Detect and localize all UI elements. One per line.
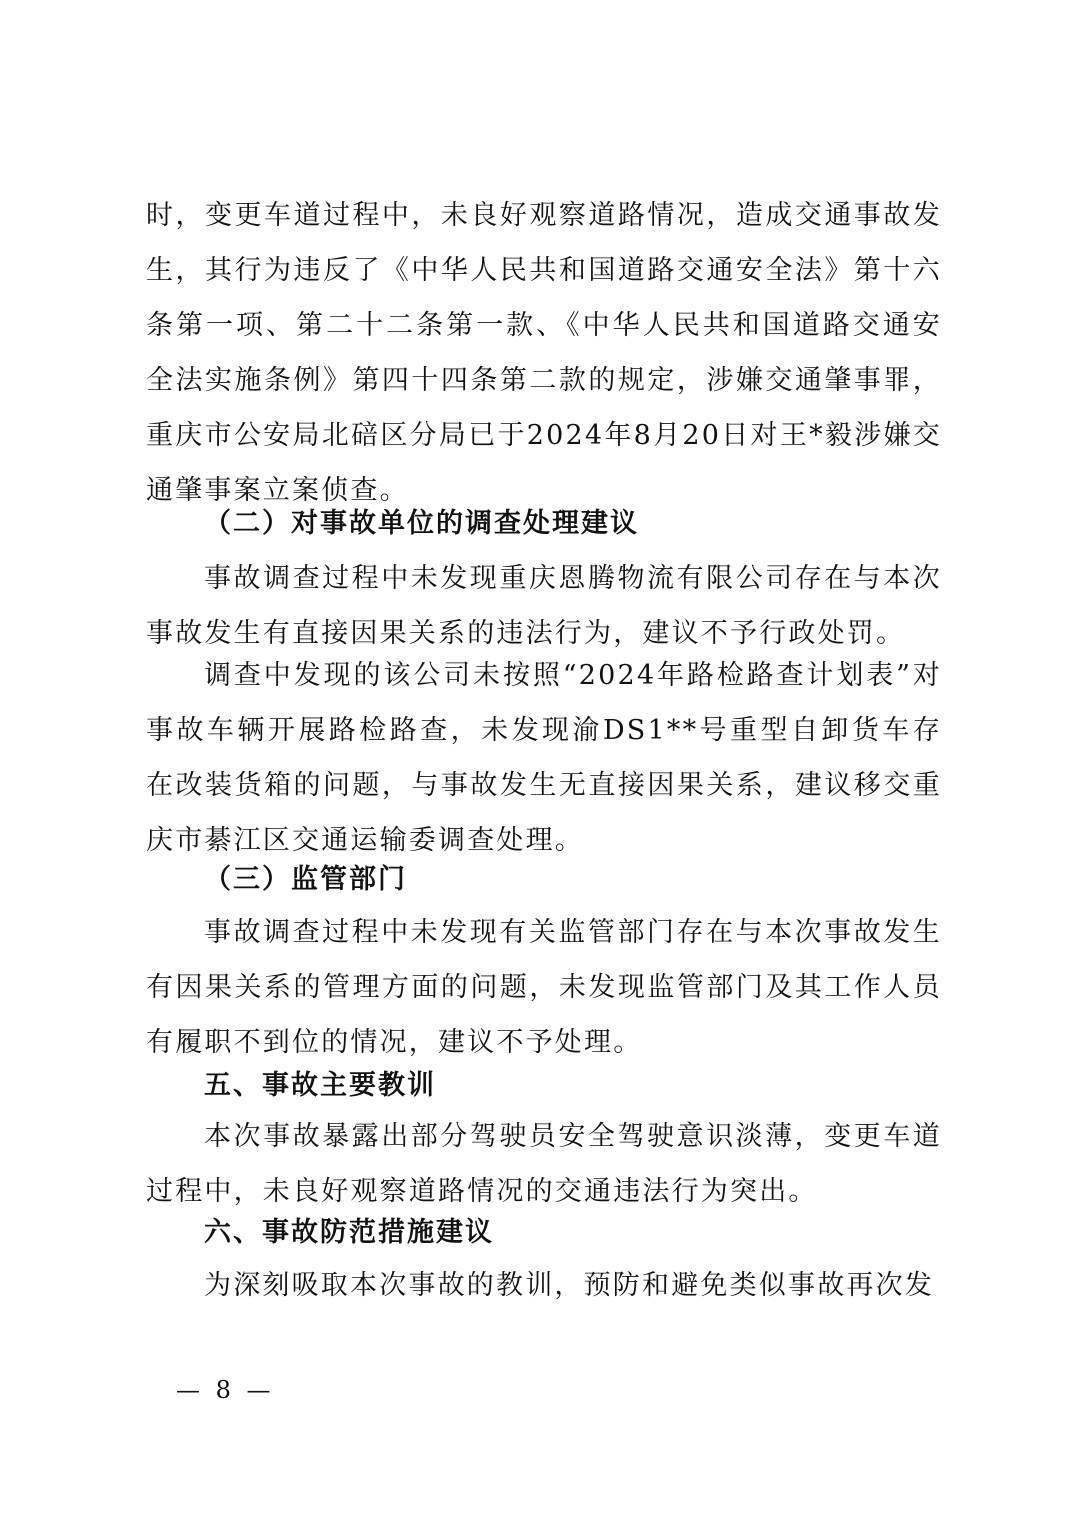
paragraph-main-lessons: 本次事故暴露出部分驾驶员安全驾驶意识淡薄，变更车道过程中，未良好观察道路情况的交通违法行为突出。 xyxy=(146,1121,942,1207)
section-heading-prevention-measures: 六、事故防范措施建议 xyxy=(204,1217,494,1248)
page-number: — 8 — xyxy=(176,1376,275,1404)
paragraph-investigation-conclusion: 时，变更车道过程中，未良好观察道路情况，造成交通事故发生，其行为违反了《中华人民共和国道路交通安全法》第十六条第一项、第二十二条第一款、《中华人民共和国道路交通安全法实施条例》第四十四条第二款的规定，涉嫌交通肇事罪，重庆市公安局北碚区分局已于2024年8月20日对王*毅涉嫌交通肇事案立案侦查。 xyxy=(146,200,942,506)
section-heading-main-lessons: 五、事故主要教训 xyxy=(204,1070,436,1101)
paragraph-unit-inspection-issue: 调查中发现的该公司未按照“2024年路检路查计划表”对事故车辆开展路检路查，未发现渝DS1**号重型自卸货车存在改装货箱的问题，与事故发生无直接因果关系，建议移交重庆市綦江区交通运输委调查处理。 xyxy=(146,660,942,856)
paragraph-prevention-intro: 为深刻吸取本次事故的教训，预防和避免类似事故再次发 xyxy=(204,1270,934,1301)
section-heading-regulators: （三）监管部门 xyxy=(204,864,407,895)
paragraph-unit-no-violation: 事故调查过程中未发现重庆恩腾物流有限公司存在与本次事故发生有直接因果关系的违法行为，建议不予行政处罚。 xyxy=(146,563,942,649)
section-heading-unit-handling: （二）对事故单位的调查处理建议 xyxy=(204,508,639,539)
paragraph-regulators-no-issue: 事故调查过程中未发现有关监管部门存在与本次事故发生有因果关系的管理方面的问题，未发现监管部门及其工作人员有履职不到位的情况，建议不予处理。 xyxy=(146,917,942,1058)
